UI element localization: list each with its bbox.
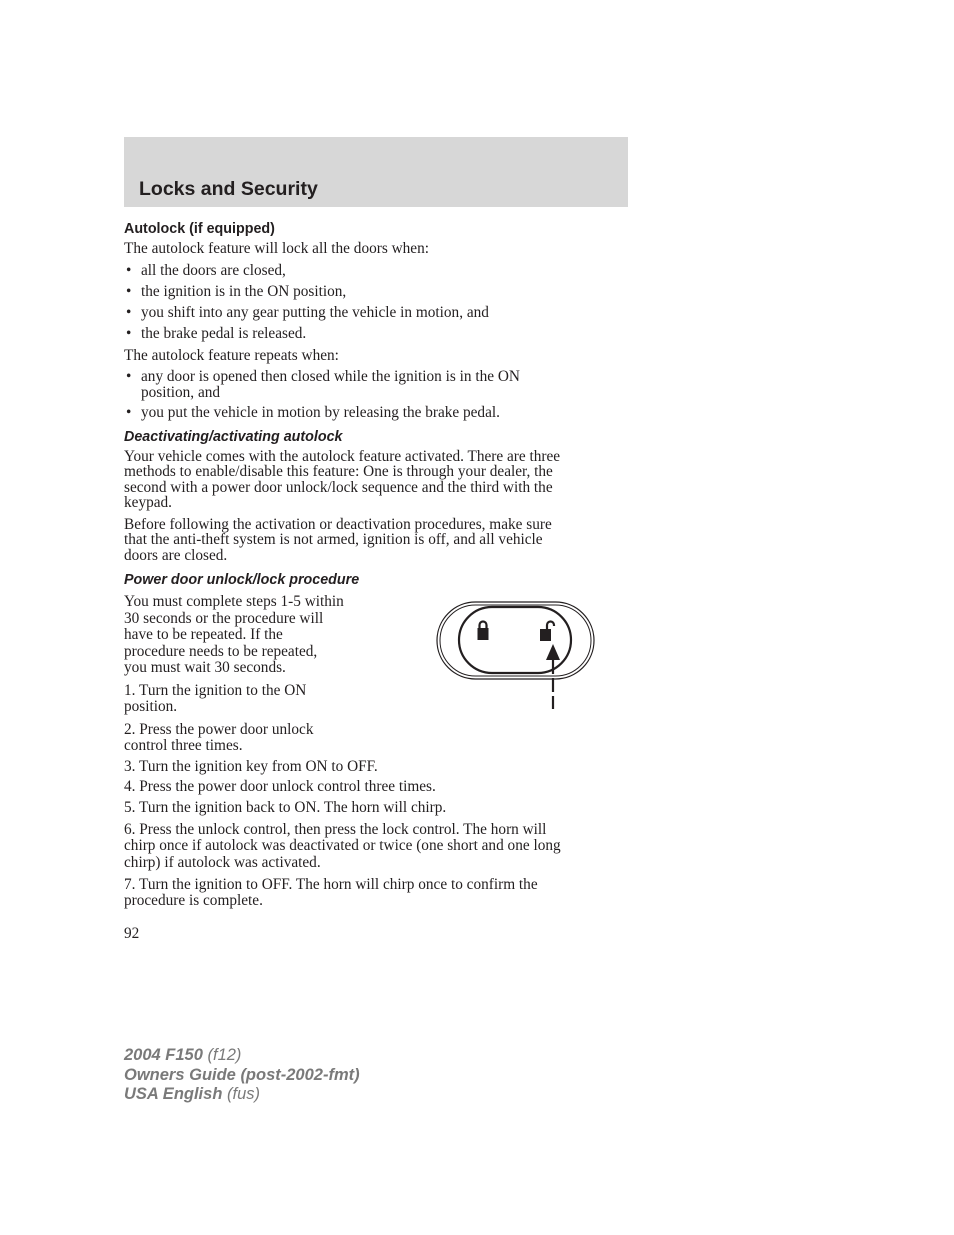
paragraph-line: chirp) if autolock was activated. [124,853,321,871]
page-number: 92 [124,925,140,942]
paragraph-line: control three times. [124,736,243,754]
paragraph-line: Before following the activation or deactivation procedures, make sure [124,515,552,533]
repeat-item [124,369,618,400]
footer-language-code: (fus) [227,1085,260,1103]
repeat-intro: The autolock feature repeats when: [124,346,339,364]
condition-item: • the brake pedal is released. [124,326,618,342]
paragraph-line: 30 seconds or the procedure will [124,609,324,627]
document-footer [124,1046,360,1105]
procedure-step: 4. Press the power door unlock control three times. [124,778,436,795]
lock-open-icon [540,622,554,642]
paragraph-line: that the anti-theft system is not armed, ignition is off, and all vehicle [124,531,543,548]
procedure-heading: Power door unlock/lock procedure [124,572,360,588]
footer-line [124,1046,360,1066]
footer-guide: Owners Guide (post-2002-fmt) [124,1065,360,1084]
paragraph-line: 7. Turn the ignition to OFF. The horn will chirp once to confirm the [124,875,538,893]
paragraph-line: procedure is complete. [124,892,263,910]
paragraph-line: you must wait 30 seconds. [124,659,286,676]
door-lock-switch-diagram [436,600,596,712]
procedure-step [124,722,618,754]
switch-rocker [459,607,571,673]
deactivating-paragraph [124,517,618,564]
autolock-intro: The autolock feature will lock all the doors when: [124,240,429,257]
section-header [124,137,628,207]
autolock-section [124,220,618,563]
condition-item: • the ignition is in the ON position, [124,284,618,300]
paragraph-line: Your vehicle comes with the autolock feature activated. There are three [124,447,561,465]
lock-closed-icon [478,622,489,641]
switch-bezel-inner [440,605,591,676]
paragraph-line: 1. Turn the ignition to the ON [124,681,307,699]
paragraph-line: doors are closed. [124,546,228,564]
footer-model: 2004 F150 [124,1046,203,1064]
section-title: Locks and Security [139,178,318,200]
condition-item: • you shift into any gear putting the vehicle in motion, and [124,305,618,321]
procedure-step [124,822,618,871]
footer-line [124,1066,360,1086]
paragraph-line: methods to enable/disable this feature: One is through your dealer, the [124,463,553,480]
repeat-item-line: position, and [141,383,221,401]
deactivating-paragraph [124,449,618,511]
paragraph-line: second with a power door unlock/lock sequence and the third with the [124,478,553,496]
paragraph-line: procedure needs to be repeated, [124,642,318,660]
paragraph-line: position. [124,698,178,715]
repeat-item-line: any door is opened then closed while the ignition is in the ON [141,368,520,385]
footer-model-code: (f12) [207,1046,242,1064]
paragraph-line: 2. Press the power door unlock [124,720,314,738]
repeat-item: • you put the vehicle in motion by releasing the brake pedal. [124,405,618,421]
paragraph-line: chirp once if autolock was deactivated or twice (one short and one long [124,837,561,855]
procedure-step: 5. Turn the ignition back to ON. The horn will chirp. [124,798,447,816]
procedure-step: 3. Turn the ignition key from ON to OFF. [124,757,378,775]
paragraph-line: have to be repeated. If the [124,626,283,643]
footer-language: USA English [124,1085,223,1103]
paragraph-line: keypad. [124,494,172,511]
autolock-heading: Autolock (if equipped) [124,221,275,237]
footer-line [124,1085,360,1105]
procedure-step [124,877,618,910]
deactivating-heading: Deactivating/activating autolock [124,428,343,445]
paragraph-line: 6. Press the unlock control, then press the lock control. The horn will [124,821,547,838]
condition-item: • all the doors are closed, [124,263,618,279]
paragraph-line: You must complete steps 1-5 within [124,593,344,610]
